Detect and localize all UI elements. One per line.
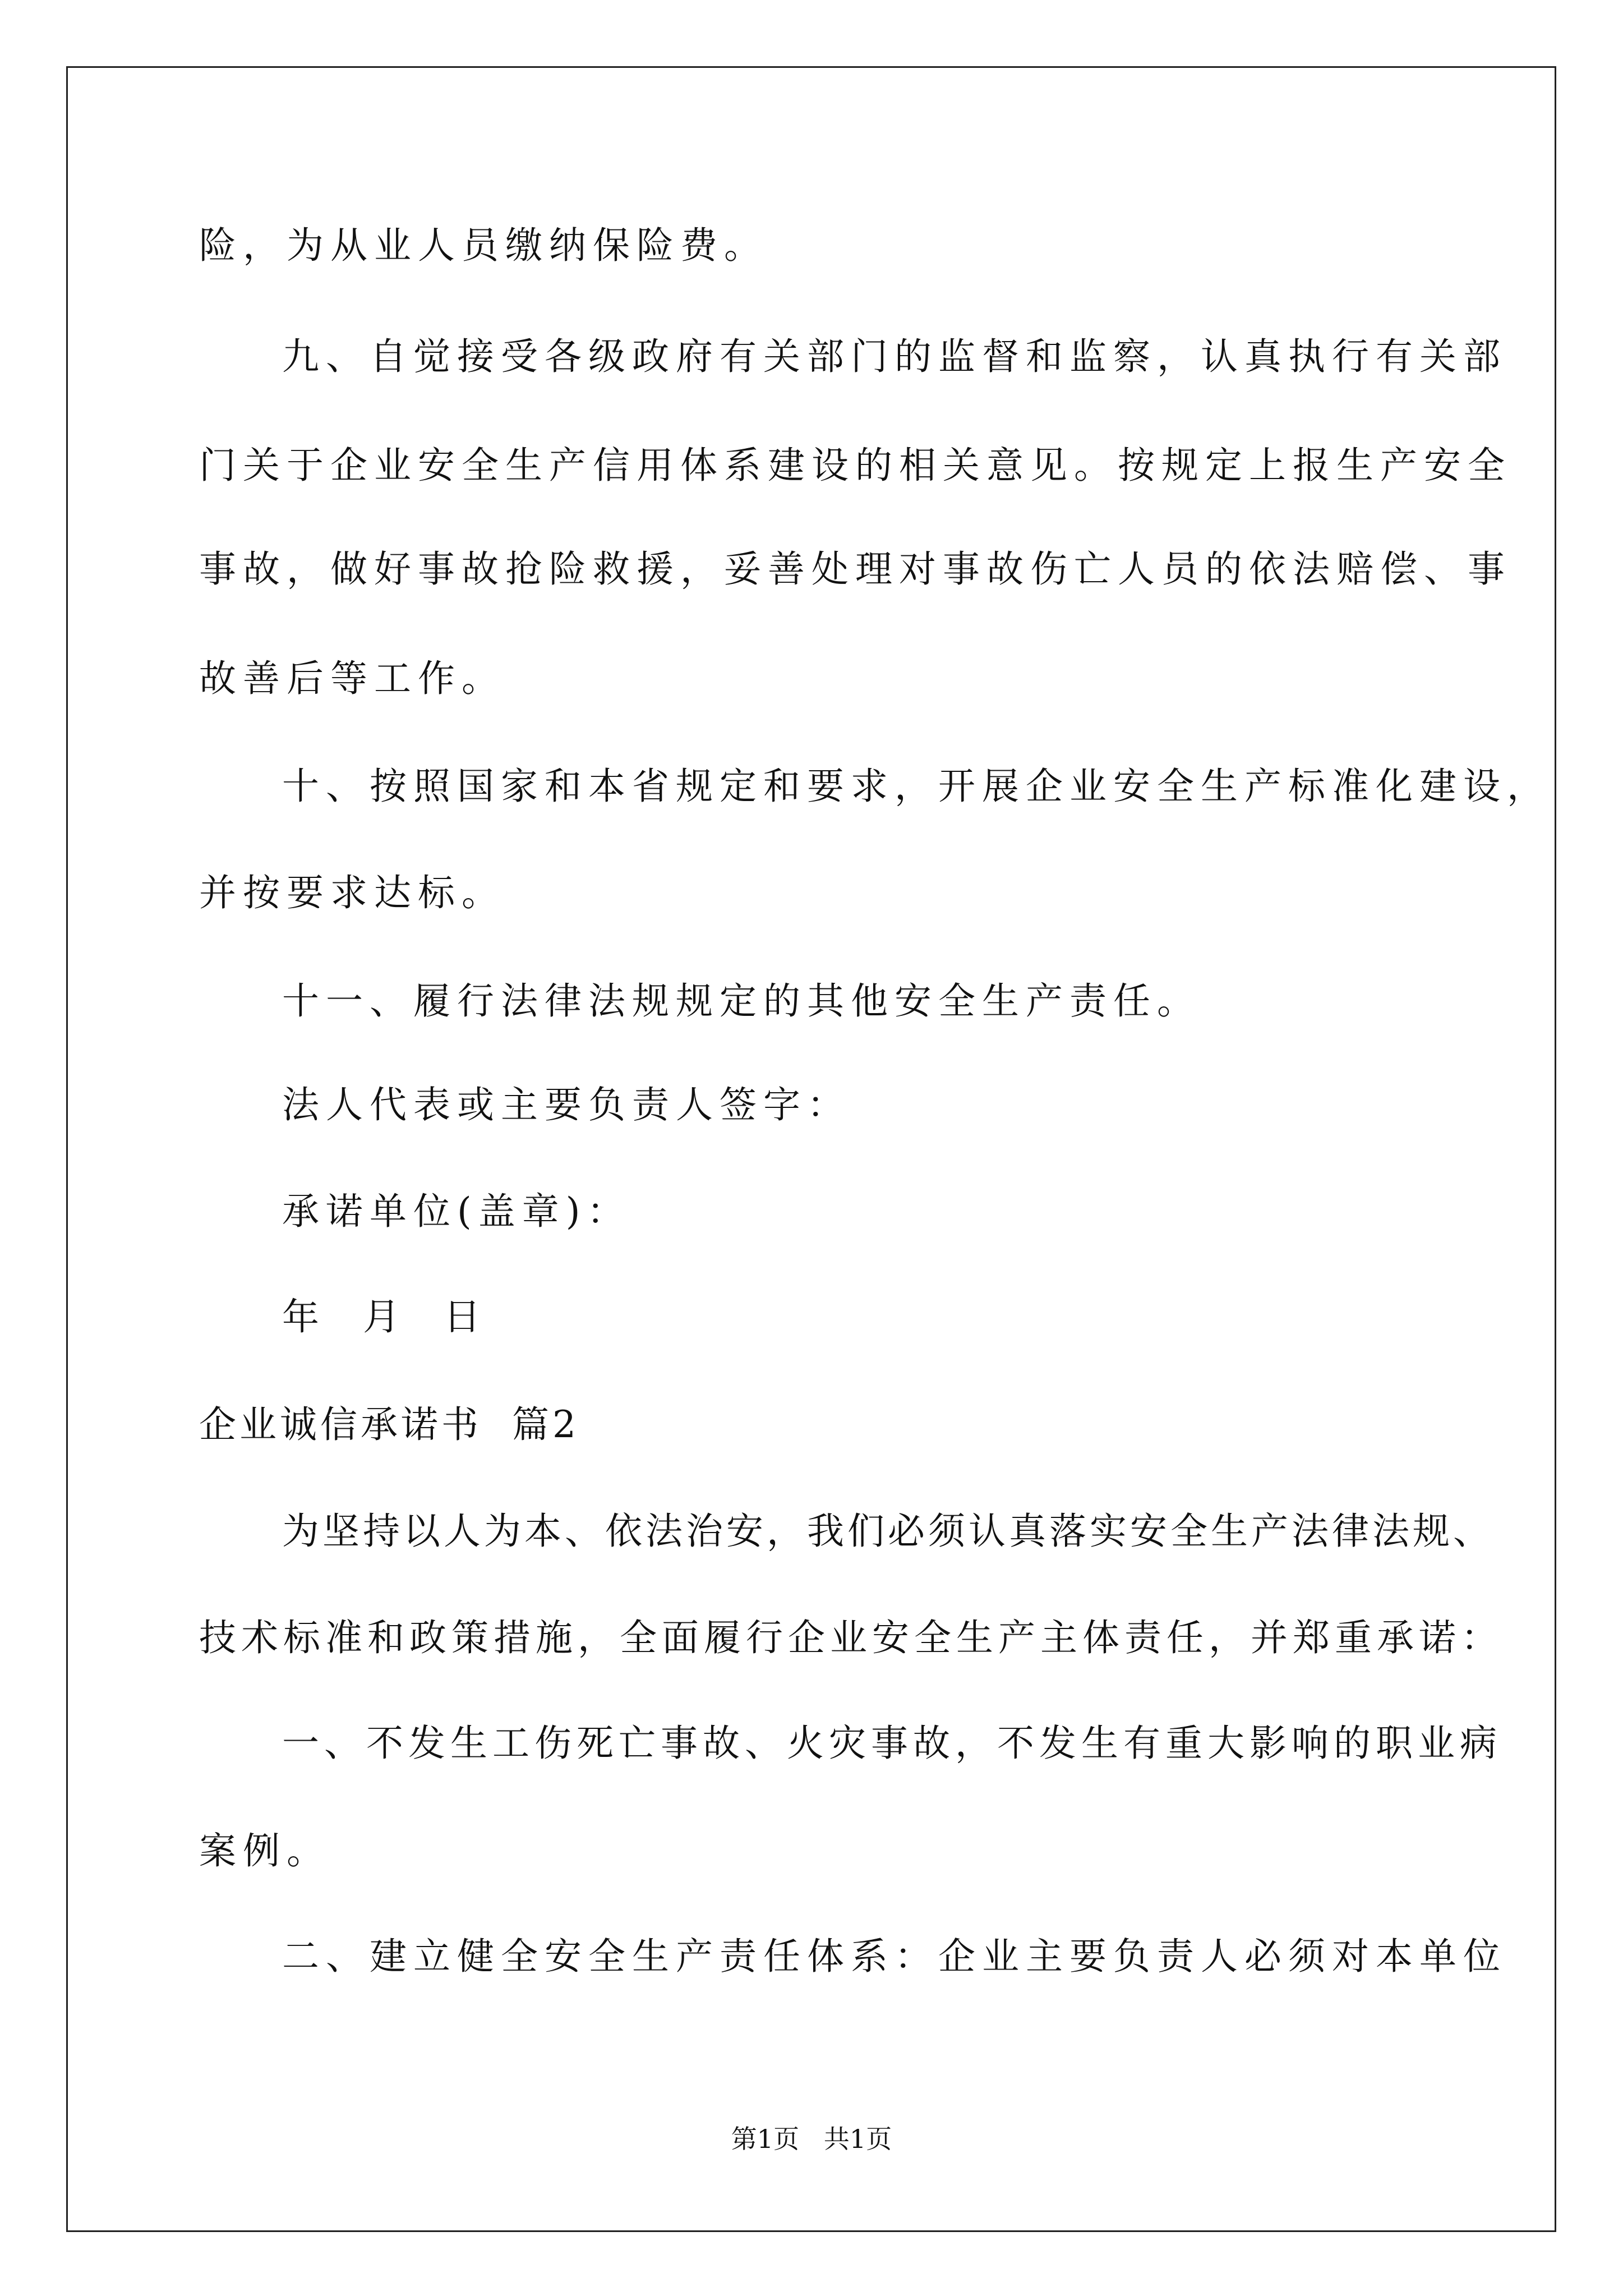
text-line-2: 九、自觉接受各级政府有关部门的监督和监察，认真执行有关部 (282, 335, 1507, 378)
text-line-1: 险，为从业人员缴纳保险费。 (199, 224, 768, 267)
text-line-14: 技术标准和政策措施，全面履行企业安全生产主体责任，并郑重承诺： (199, 1616, 1503, 1659)
text-line-4: 事故，做好事故抢险救援，妥善处理对事故伤亡人员的依法赔偿、事 (199, 547, 1511, 591)
text-line-3: 门关于企业安全生产信用体系建设的相关意见。按规定上报生产安全 (199, 444, 1511, 487)
text-line-7: 并按要求达标。 (199, 871, 505, 914)
page-frame (66, 66, 1556, 2232)
date-label: 年 月 日 (282, 1295, 487, 1338)
signature-label: 法人代表或主要负责人签字： (282, 1083, 851, 1126)
text-line-6: 十、按照国家和本省规定和要求，开展企业安全生产标准化建设， (282, 765, 1551, 808)
text-line-13: 为坚持以人为本、依法治安，我们必须认真落实安全生产法律法规、 (282, 1510, 1493, 1553)
text-line-8: 十一、履行法律法规规定的其他安全生产责任。 (282, 979, 1201, 1023)
text-line-15: 一、不发生工伤死亡事故、火灾事故，不发生有重大影响的职业病 (282, 1722, 1502, 1765)
section-title: 企业诚信承诺书 篇2 (199, 1403, 579, 1446)
text-line-16: 案例。 (199, 1829, 330, 1872)
text-line-5: 故善后等工作。 (199, 657, 505, 700)
text-line-17: 二、建立健全安全生产责任体系：企业主要负责人必须对本单位 (282, 1935, 1507, 1978)
page-footer: 第1页 共1页 (731, 2124, 892, 2154)
seal-label: 承诺单位(盖章)： (282, 1190, 631, 1233)
